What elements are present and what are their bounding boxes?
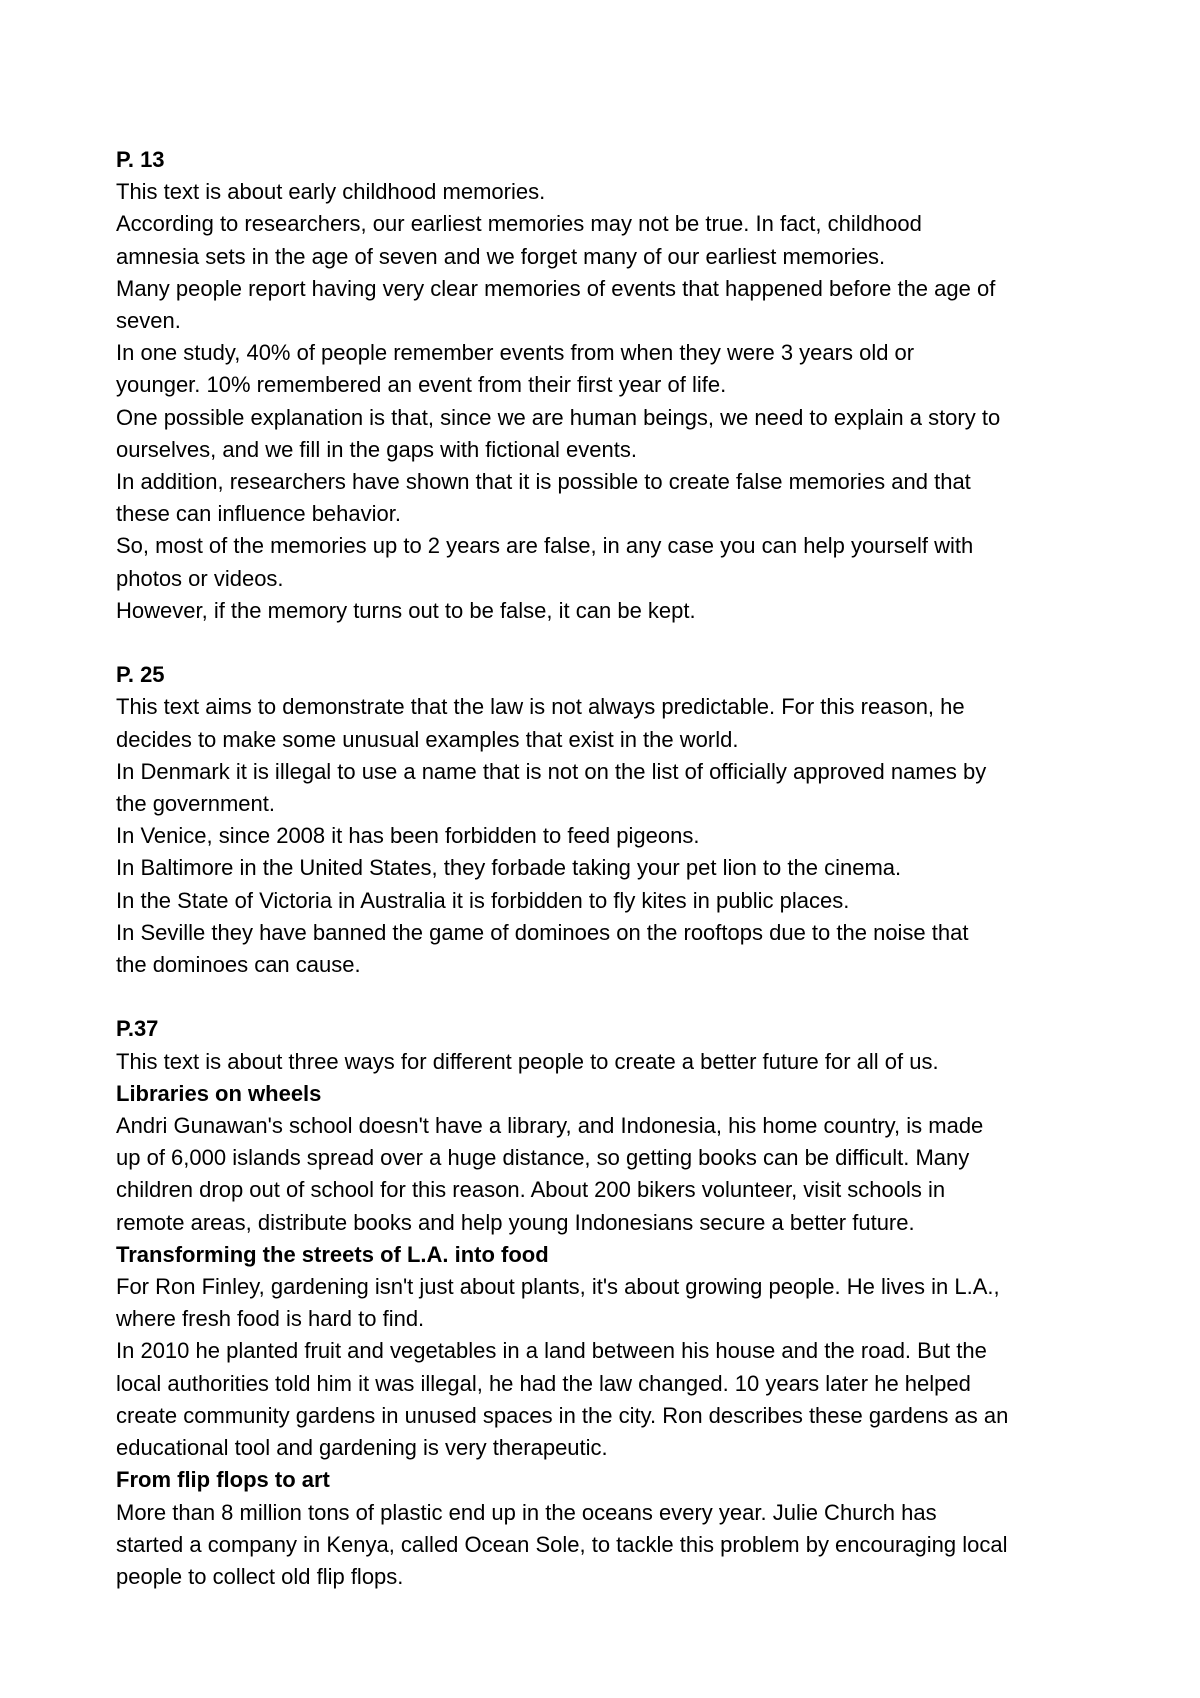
section-p25 [116,659,1106,981]
text-line: amnesia sets in the age of seven and we forget many of our earliest memories. [116,243,886,269]
text-line: seven. [116,308,181,334]
text-line: Many people report having very clear memories of events that happened before the age of [116,275,996,301]
text-line: decides to make some unusual examples that exist in the world. [116,726,739,752]
document-page [116,144,1106,1593]
subsection-title: Libraries on wheels [116,1080,322,1106]
text-line: these can influence behavior. [116,501,401,527]
text-line: photos or videos. [116,565,284,591]
text-line: create community gardens in unused spaces in the city. Ron describes these gardens as an [116,1402,1009,1428]
text-line: remote areas, distribute books and help young Indonesians secure a better future. [116,1209,915,1235]
section-heading: P. 13 [116,147,165,172]
section-intro: This text is about three ways for different people to create a better future for all of us. [116,1048,939,1074]
section-heading: P.37 [116,1016,159,1042]
text-line: started a company in Kenya, called Ocean Sole, to tackle this problem by encouraging local [116,1531,1008,1557]
text-line: In Denmark it is illegal to use a name that is not on the list of officially approved names by [116,758,987,784]
text-line: In 2010 he planted fruit and vegetables in a land between his house and the road. But the [116,1338,987,1364]
text-line: For Ron Finley, gardening isn't just about plants, it's about growing people. He lives in L.A., [116,1274,1000,1300]
text-line: More than 8 million tons of plastic end up in the oceans every year. Julie Church has [116,1499,937,1525]
text-line: Andri Gunawan's school doesn't have a library, and Indonesia, his home country, is made [116,1113,984,1139]
text-line: In Baltimore in the United States, they forbade taking your pet lion to the cinema. [116,855,902,881]
text-line: According to researchers, our earliest memories may not be true. In fact, childhood [116,211,922,237]
text-line: up of 6,000 islands spread over a huge distance, so getting books can be difficult. Many [116,1145,970,1171]
text-line: This text is about early childhood memories. [116,179,546,205]
text-line: people to collect old flip flops. [116,1563,404,1589]
text-line: educational tool and gardening is very therapeutic. [116,1435,608,1461]
text-line: In one study, 40% of people remember events from when they were 3 years old or [116,340,915,366]
subsection-title: Transforming the streets of L.A. into food [116,1241,549,1267]
text-line: ourselves, and we fill in the gaps with fictional events. [116,436,637,462]
text-line: In Venice, since 2008 it has been forbidden to feed pigeons. [116,823,700,849]
text-line: children drop out of school for this reason. About 200 bikers volunteer, visit schools in [116,1177,946,1203]
text-line: In Seville they have banned the game of dominoes on the rooftops due to the noise that [116,919,969,945]
text-line: where fresh food is hard to find. [116,1306,425,1332]
text-line: the government. [116,791,275,817]
text-line: So, most of the memories up to 2 years are false, in any case you can help yourself with [116,533,974,559]
section-heading: P. 25 [116,662,165,688]
text-line: This text aims to demonstrate that the law is not always predictable. For this reason, he [116,694,965,720]
text-line: the dominoes can cause. [116,952,361,978]
text-line: In addition, researchers have shown that it is possible to create false memories and that [116,469,971,495]
section-p13 [116,144,1106,627]
text-line: In the State of Victoria in Australia it is forbidden to fly kites in public places. [116,887,850,913]
subsection-title: From flip flops to art [116,1467,330,1493]
text-line: One possible explanation is that, since we are human beings, we need to explain a story to [116,404,1001,430]
text-line: local authorities told him it was illegal, he had the law changed. 10 years later he helped [116,1370,971,1396]
text-line: younger. 10% remembered an event from their first year of life. [116,372,727,398]
section-p37 [116,1013,1106,1593]
text-line: However, if the memory turns out to be false, it can be kept. [116,597,696,623]
